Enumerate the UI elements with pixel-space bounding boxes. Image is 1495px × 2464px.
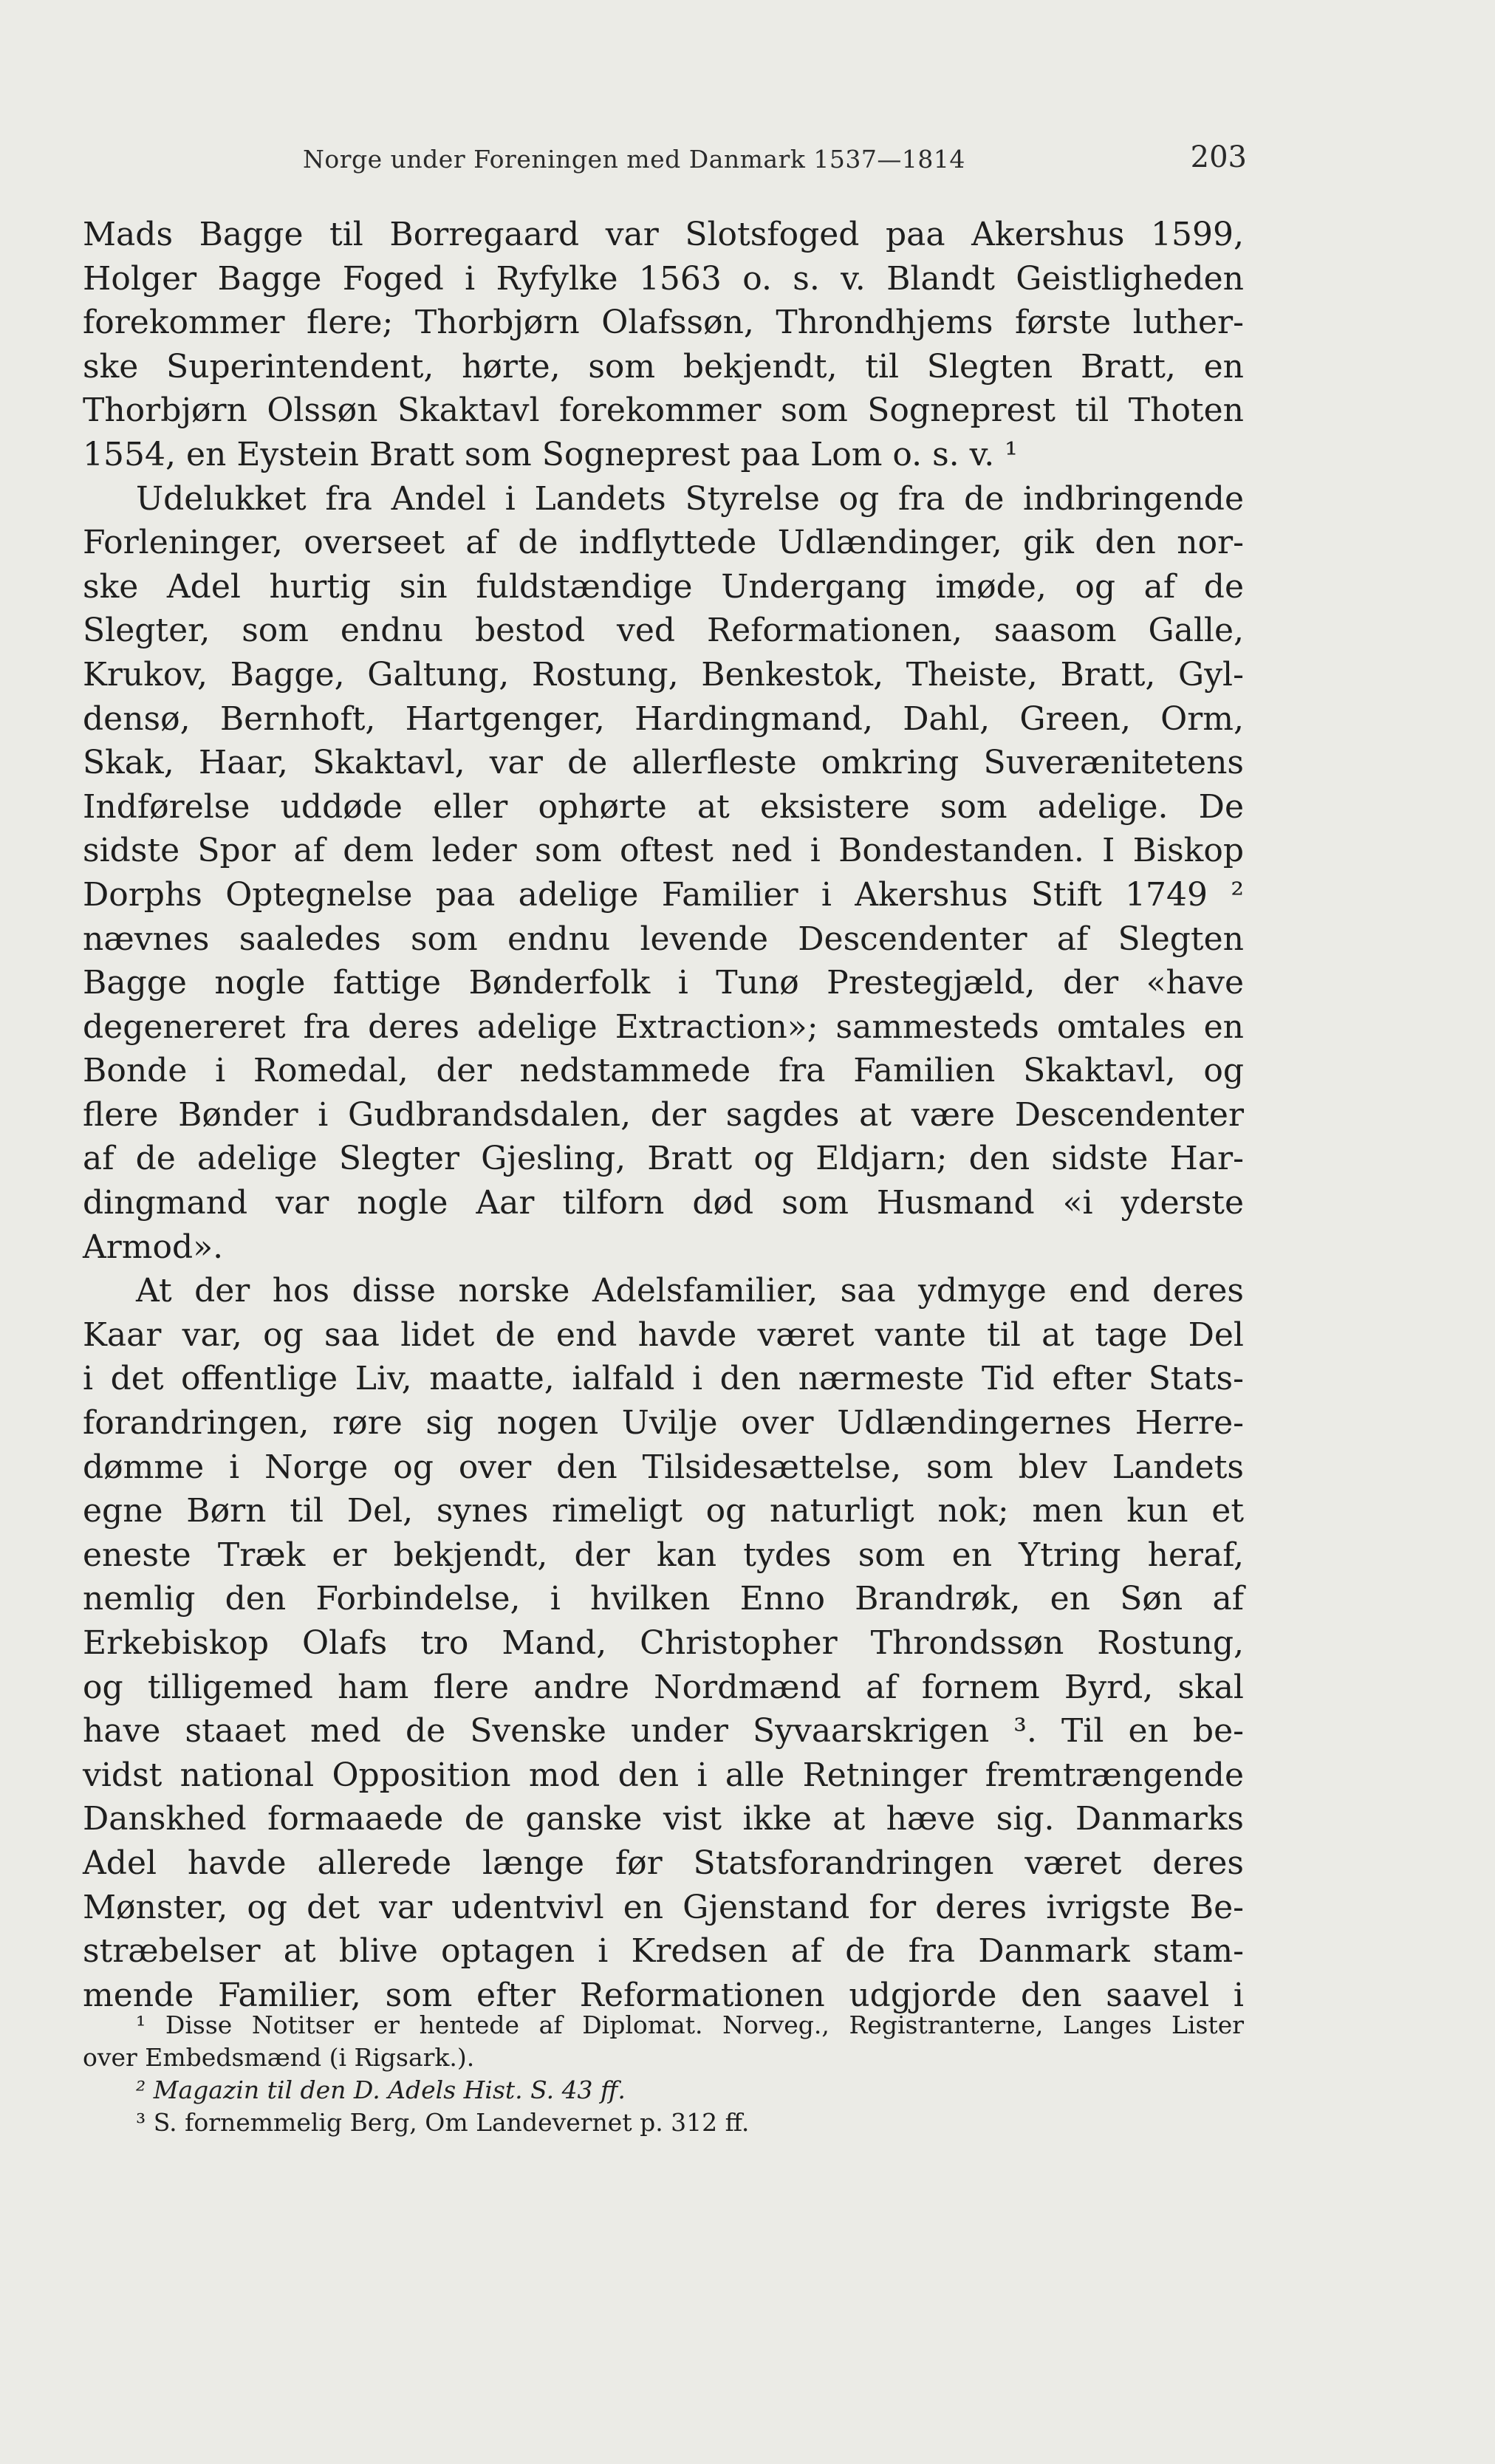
text-line: Udelukket fra Andel i Landets Styrelse og fra de indbringende	[136, 479, 1244, 518]
text-line: ske Superintendent, hørte, som bekjendt, til Slegten Bratt, en	[83, 347, 1244, 386]
text-line: sidste Spor af dem leder som oftest ned i Bondestanden. I Biskop	[83, 832, 1244, 870]
text-line: flere Bønder i Gudbrandsdalen, der sagdes at være Descendenter	[83, 1095, 1244, 1134]
text-line: ske Adel hurtig sin fuldstændige Undergang imøde, og af de	[83, 567, 1244, 606]
text-line: Danskhed formaaede de ganske vist ikke at hæve sig. Danmarks	[83, 1800, 1244, 1838]
text-line: og tilligemed ham flere andre Nordmænd af fornem Byrd, skal	[83, 1668, 1244, 1706]
text-line: af de adelige Slegter Gjesling, Bratt og Eldjarn; den sidste Har-	[83, 1140, 1244, 1178]
text-line: Slegter, som endnu bestod ved Reformationen, saasom Galle,	[83, 612, 1244, 650]
text-line: stræbelser at blive optagen i Kredsen af de fra Danmark stam-	[83, 1932, 1244, 1971]
text-line: At der hos disse norske Adelsfamilier, saa ydmyge end deres	[136, 1272, 1244, 1310]
text-line: have staaet med de Svenske under Syvaarskrigen ³. Til en be-	[83, 1712, 1244, 1751]
footnote-1: ¹ Disse Notitser er hentede af Diplomat. Norveg., Registranterne, Langes Lister	[136, 2010, 1244, 2039]
page-number: 203	[1190, 140, 1247, 174]
text-line: Erkebiskop Olafs tro Mand, Christopher Throndssøn Rostung,	[83, 1624, 1244, 1662]
text-line: mende Familier, som efter Reformationen udgjorde den saavel i	[83, 1976, 1244, 2014]
footnote-2: ² Magazin til den D. Adels Hist. S. 43 ff.	[136, 2075, 626, 2104]
text-line: Krukov, Bagge, Galtung, Rostung, Benkestok, Theiste, Bratt, Gyl-	[83, 655, 1244, 694]
text-line: eneste Træk er bekjendt, der kan tydes som en Ytring heraf,	[83, 1536, 1244, 1574]
text-line: Adel havde allerede længe før Statsforandringen været deres	[83, 1844, 1244, 1882]
text-line: Mads Bagge til Borregaard var Slotsfoged paa Akershus 1599,	[83, 216, 1244, 253]
text-line: Indførelse uddøde eller ophørte at eksistere som adelige. De	[83, 787, 1244, 826]
text-line: Armod».	[83, 1228, 224, 1266]
text-line: Forleninger, overseet af de indflyttede Udlændinger, gik den nor-	[83, 524, 1244, 562]
text-line: Holger Bagge Foged i Ryfylke 1563 o. s. v. Blandt Geistligheden	[83, 259, 1244, 298]
text-line: Bagge nogle fattige Bønderfolk i Tunø Prestegjæld, der «have	[83, 964, 1244, 1002]
body-text	[83, 213, 1244, 2017]
text-line: forekommer flere; Thorbjørn Olafssøn, Throndhjems første luther-	[83, 304, 1244, 342]
footnote-1-continued: over Embedsmænd (i Rigsark.).	[83, 2043, 475, 2072]
footnotes	[83, 2009, 1244, 2139]
text-line: vidst national Opposition mod den i alle Retninger fremtrængende	[83, 1756, 1244, 1794]
text-line: nemlig den Forbindelse, i hvilken Enno Brandrøk, en Søn af	[83, 1580, 1244, 1618]
text-line: forandringen, røre sig nogen Uvilje over Udlændingernes Herre-	[83, 1404, 1244, 1443]
text-line: densø, Bernhoft, Hartgenger, Hardingmand, Dahl, Green, Orm,	[83, 699, 1244, 738]
text-line: Bonde i Romedal, der nedstammede fra Familien Skaktavl, og	[83, 1052, 1244, 1090]
footnote-3: ³ S. fornemmelig Berg, Om Landevernet p. 312 ff.	[136, 2108, 750, 2137]
text-line: dømme i Norge og over den Tilsidesættelse, som blev Landets	[83, 1448, 1244, 1486]
text-line: Mønster, og det var udentvivl en Gjenstand for deres ivrigste Be-	[83, 1888, 1244, 1926]
text-line: nævnes saaledes som endnu levende Descendenter af Slegten	[83, 920, 1244, 958]
text-line: Thorbjørn Olssøn Skaktavl forekommer som Sogneprest til Thoten	[83, 391, 1244, 430]
text-line: degenereret fra deres adelige Extraction»; sammesteds omtales en	[83, 1007, 1244, 1046]
text-line: Dorphs Optegnelse paa adelige Familier i Akershus Stift 1749 ²	[83, 875, 1244, 914]
text-line: dingmand var nogle Aar tilforn død som Husmand «i yderste	[83, 1184, 1244, 1222]
text-line: 1554, en Eystein Bratt som Sogneprest paa Lom o. s. v. ¹	[83, 435, 1018, 473]
text-line: Kaar var, og saa lidet de end havde været vante til at tage Del	[83, 1315, 1244, 1354]
text-line: i det offentlige Liv, maatte, ialfald i den nærmeste Tid efter Stats-	[83, 1360, 1244, 1398]
running-head: Norge under Foreningen med Danmark 1537—1814	[303, 145, 965, 174]
text-line: Skak, Haar, Skaktavl, var de allerfleste omkring Suverænitetens	[83, 744, 1244, 782]
text-line: egne Børn til Del, synes rimeligt og naturligt nok; men kun et	[83, 1492, 1244, 1530]
